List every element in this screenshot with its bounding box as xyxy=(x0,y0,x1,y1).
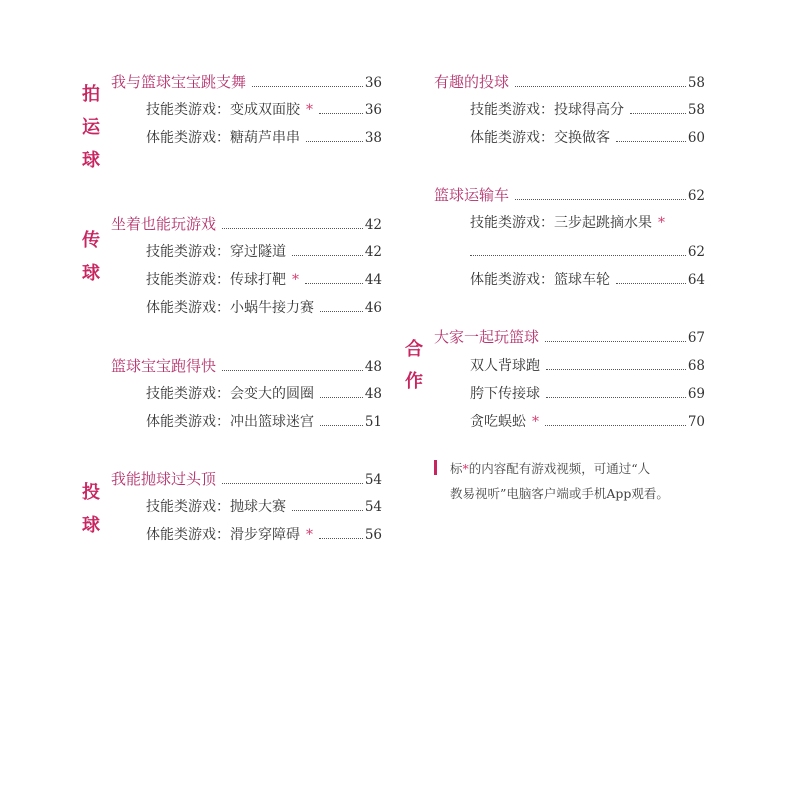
leader-dots xyxy=(306,141,363,142)
leader-dots xyxy=(515,199,686,200)
page-number: 58 xyxy=(687,75,705,91)
leader-dots xyxy=(222,370,363,371)
entry-title: 双人背球跑 xyxy=(470,358,540,374)
page-number: 56 xyxy=(364,527,382,543)
leader-dots xyxy=(292,255,363,256)
toc-entry[interactable] xyxy=(146,242,382,262)
page-number: 36 xyxy=(364,75,382,91)
leader-dots xyxy=(319,538,363,539)
leader-dots xyxy=(545,425,686,426)
video-star-icon: * xyxy=(306,527,313,543)
section-label-dribble: 拍 运 球 xyxy=(82,84,100,171)
toc-entry[interactable] xyxy=(470,270,705,290)
video-star-icon: * xyxy=(532,414,539,430)
page-number: 60 xyxy=(687,130,705,146)
section-label-team: 合 作 xyxy=(405,339,423,392)
toc-entry-continued[interactable] xyxy=(470,242,705,262)
page-number: 58 xyxy=(687,102,705,118)
page-number: 42 xyxy=(364,244,382,260)
toc-entry[interactable] xyxy=(111,469,382,489)
entry-title: 我与篮球宝宝跳支舞 xyxy=(111,73,247,91)
entry-title: 技能类游戏：变成双面胶 xyxy=(146,102,300,118)
toc-entry[interactable] xyxy=(434,327,705,347)
toc-entry[interactable] xyxy=(111,72,382,92)
entry-title: 有趣的投球 xyxy=(434,73,510,91)
note-line-2: 教易视听”电脑客户端或手机App观看。 xyxy=(450,486,669,501)
entry-title: 技能类游戏：传球打靶 xyxy=(146,272,286,288)
leader-dots xyxy=(252,86,363,87)
entry-title: 坐着也能玩游戏 xyxy=(111,215,217,233)
entry-title: 技能类游戏：投球得高分 xyxy=(470,102,624,118)
page-number: 46 xyxy=(364,300,382,316)
page-number: 54 xyxy=(364,472,382,488)
page-number: 67 xyxy=(687,330,705,346)
page-number: 64 xyxy=(687,272,705,288)
page-number: 48 xyxy=(364,386,382,402)
toc-entry[interactable] xyxy=(111,214,382,234)
page-number: 42 xyxy=(364,217,382,233)
toc-entry[interactable] xyxy=(470,100,705,120)
video-star-icon: * xyxy=(462,461,469,476)
entry-title: 贪吃蜈蚣 xyxy=(470,414,526,430)
toc-entry[interactable] xyxy=(470,213,705,233)
page-number: 68 xyxy=(687,358,705,374)
toc-entry[interactable] xyxy=(434,185,705,205)
entry-title: 篮球运输车 xyxy=(434,186,510,204)
toc-entry[interactable] xyxy=(146,298,382,318)
leader-dots xyxy=(305,283,363,284)
entry-title: 篮球宝宝跑得快 xyxy=(111,357,217,375)
entry-title: 体能类游戏：交换做客 xyxy=(470,130,610,146)
leader-dots xyxy=(292,510,363,511)
toc-entry[interactable] xyxy=(470,384,705,404)
page-number: 54 xyxy=(364,499,382,515)
toc-entry[interactable] xyxy=(111,356,382,376)
entry-title: 技能类游戏：会变大的圆圈 xyxy=(146,386,314,402)
leader-dots xyxy=(320,397,363,398)
leader-dots xyxy=(319,113,363,114)
toc-entry[interactable] xyxy=(434,72,705,92)
toc-entry[interactable] xyxy=(470,412,705,432)
entry-title: 我能抛球过头顶 xyxy=(111,470,217,488)
leader-dots xyxy=(222,228,363,229)
video-star-icon: * xyxy=(292,272,299,288)
entry-title: 体能类游戏：糖葫芦串串 xyxy=(146,130,300,146)
page-number: 36 xyxy=(364,102,382,118)
toc-entry[interactable] xyxy=(470,356,705,376)
note-accent-bar xyxy=(434,460,437,475)
leader-dots xyxy=(515,86,686,87)
entry-title: 体能类游戏：冲出篮球迷宫 xyxy=(146,414,314,430)
leader-dots xyxy=(630,113,686,114)
entry-title: 技能类游戏：三步起跳摘水果 xyxy=(470,215,652,231)
page-number: 44 xyxy=(364,272,382,288)
video-star-icon: * xyxy=(658,215,665,231)
leader-dots xyxy=(222,483,363,484)
section-label-shoot: 投 球 xyxy=(82,482,100,536)
toc-entry[interactable] xyxy=(146,525,382,545)
entry-title: 体能类游戏：小蜗牛接力赛 xyxy=(146,300,314,316)
page-number: 70 xyxy=(687,414,705,430)
video-note xyxy=(434,456,734,506)
video-star-icon: * xyxy=(306,102,313,118)
leader-dots xyxy=(320,425,363,426)
section-label-pass: 传 球 xyxy=(82,230,100,284)
entry-title: 体能类游戏：滑步穿障碍 xyxy=(146,527,300,543)
leader-dots xyxy=(320,311,363,312)
toc-entry[interactable] xyxy=(146,270,382,290)
page-number: 69 xyxy=(687,386,705,402)
toc-entry[interactable] xyxy=(146,128,382,148)
leader-dots xyxy=(616,141,686,142)
page-number: 48 xyxy=(364,359,382,375)
entry-title: 技能类游戏：抛球大赛 xyxy=(146,499,286,515)
leader-dots xyxy=(470,255,686,256)
page-number: 62 xyxy=(687,188,705,204)
toc-entry[interactable] xyxy=(146,100,382,120)
page-number: 51 xyxy=(364,414,382,430)
toc-entry[interactable] xyxy=(470,128,705,148)
toc-entry[interactable] xyxy=(146,384,382,404)
entry-title: 胯下传接球 xyxy=(470,386,540,402)
leader-dots xyxy=(546,369,686,370)
entry-title: 大家一起玩篮球 xyxy=(434,328,540,346)
leader-dots xyxy=(545,341,686,342)
page-number: 62 xyxy=(687,244,705,260)
toc-entry[interactable] xyxy=(146,497,382,517)
leader-dots xyxy=(546,397,686,398)
note-line-1: 标*的内容配有游戏视频，可通过“人 xyxy=(450,461,651,476)
entry-title: 技能类游戏：穿过隧道 xyxy=(146,244,286,260)
toc-entry[interactable] xyxy=(146,412,382,432)
page-number: 38 xyxy=(364,130,382,146)
entry-title: 体能类游戏：篮球车轮 xyxy=(470,272,610,288)
leader-dots xyxy=(616,283,686,284)
